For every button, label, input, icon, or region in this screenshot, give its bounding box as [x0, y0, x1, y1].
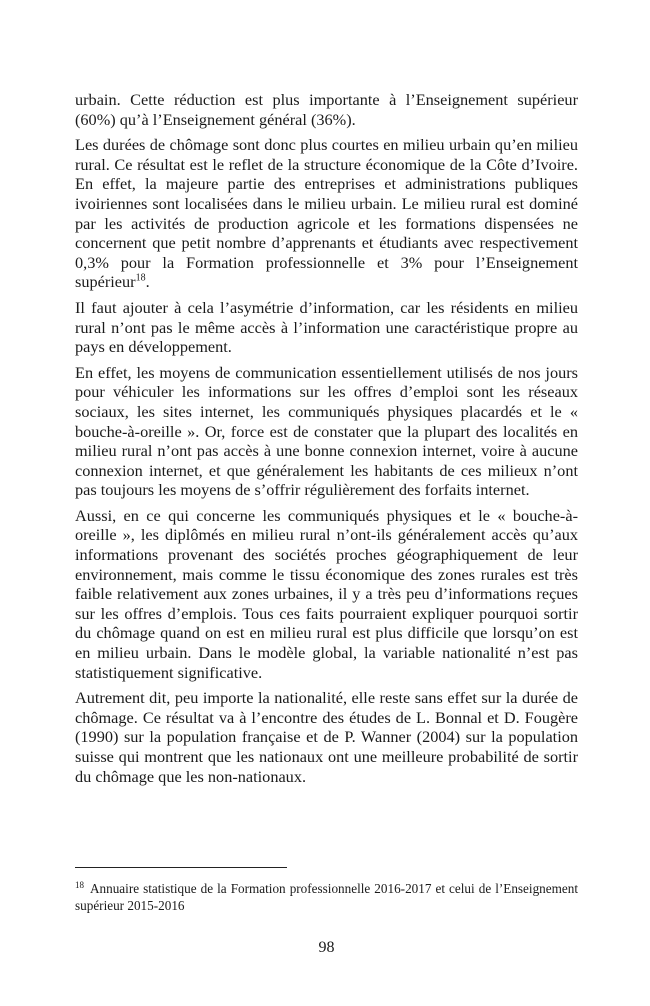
body-text — [75, 90, 578, 786]
footnote-text: Annuaire statistique de la Formation professionnelle 2016-2017 et celui de l’Enseignement supérieur 2015-2016 — [75, 881, 578, 913]
paragraph-2-text: Les durées de chômage sont donc plus courtes en milieu urbain qu’en milieu rural. Ce résultat est le reflet de la structure économique de la Côte d’Ivoire. En effet, la majeure partie des entreprises et administrations publiques ivoiriennes sont localisées dans le milieu urbain. Le milieu rural est dominé par les activités de production agricole et les formations dispensées ne concernent que petit nombre d’apprenants et étudiants avec respectivement 0,3% pour la Formation professionnelle et 3% pour l’Enseignement supérieur — [75, 135, 578, 292]
paragraph-1 — [75, 90, 578, 129]
paragraph-6 — [75, 688, 578, 786]
paragraph-3-text: Il faut ajouter à cela l’asymétrie d’information, car les résidents en milieu rural n’ont pas le même accès à l’information une caractéristique propre au pays en développement. — [75, 297, 578, 357]
paragraph-5-text: Aussi, en ce qui concerne les communiqués physiques et le « bouche-à-oreille », les diplômés en milieu rural n’ont-ils généralement accès qu’aux informations provenant des sociétés proches géographiquement de leur environnement, mais comme le tissu économique des zones rurales est très faible relativement aux zones urbaines, il y a très peu d’informations reçues sur les offres d’emplois. Tous ces faits pourraient expliquer pourquoi sortir du chômage quand on est en milieu rural est plus difficile que lorsqu’on est en milieu urbain. Dans le modèle global, la variable nationalité n’est pas statistiquement significative. — [75, 505, 578, 682]
footnote-marker: 18 — [75, 879, 84, 890]
paragraph-5 — [75, 506, 578, 682]
footnote — [75, 880, 578, 914]
footnote-reference[interactable]: 18 — [135, 272, 146, 284]
book-page — [75, 90, 578, 970]
paragraph-1-text: urbain. Cette réduction est plus importante à l’Enseignement supérieur (60%) qu’à l’Enseignement général (36%). — [75, 90, 578, 129]
paragraph-2-tail: . — [145, 272, 150, 292]
page-number: 98 — [318, 939, 335, 956]
paragraph-4-text: En effet, les moyens de communication essentiellement utilisés de nos jours pour véhiculer les informations sur les offres d’emploi sont les réseaux sociaux, les sites internet, les communiqués physiques placardés et le « bouche-à-oreille ». Or, force est de constater que la plupart des localités en milieu rural n’ont pas accès à une bonne connexion internet, voire à aucune connexion internet, et que généralement les habitants de ces milieux n’ont pas toujours les moyens de s’offrir régulièrement des forfaits internet. — [75, 362, 578, 500]
paragraph-3 — [75, 298, 578, 357]
paragraph-2 — [75, 135, 578, 292]
footnote-divider — [75, 867, 287, 868]
paragraph-6-text: Autrement dit, peu importe la nationalité, elle reste sans effet sur la durée de chômage. Ce résultat va à l’encontre des études de L. Bonnal et D. Fougère (1990) sur la population française et de P. Wanner (2004) sur la population suisse qui montrent que les nationaux ont une meilleure probabilité de sortir du chômage que les non-nationaux. — [75, 688, 578, 786]
paragraph-4 — [75, 363, 578, 500]
